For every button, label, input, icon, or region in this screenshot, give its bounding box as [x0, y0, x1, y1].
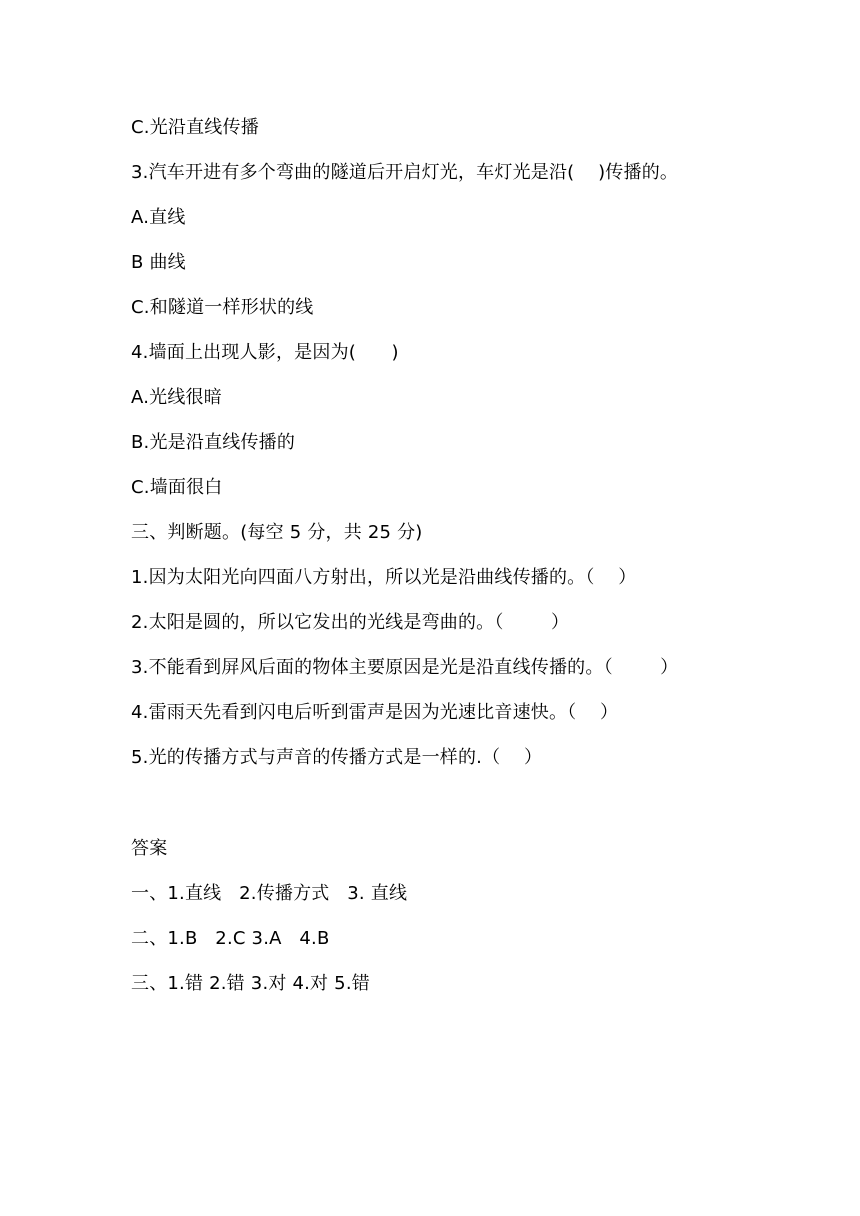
option-a-q3: A.直线: [131, 207, 186, 228]
option-c-q3: C.和隧道一样形状的线: [131, 297, 314, 318]
option-b-q3: B 曲线: [131, 252, 186, 273]
tf-item-3: 3.不能看到屏风后面的物体主要原因是光是沿直线传播的。（ ）: [131, 657, 679, 678]
answers-section-3: 三、1.错 2.错 3.对 4.对 5.错: [131, 973, 370, 994]
question-3: 3.汽车开进有多个弯曲的隧道后开启灯光，车灯光是沿( )传播的。: [131, 162, 679, 183]
option-c-q2: C.光沿直线传播: [131, 117, 259, 138]
answers-section-1: 一、1.直线 2.传播方式 3. 直线: [131, 883, 408, 904]
option-a-q4: A.光线很暗: [131, 387, 222, 408]
option-b-q4: B.光是沿直线传播的: [131, 432, 296, 453]
answers-section-2: 二、1.B 2.C 3.A 4.B: [131, 928, 330, 949]
question-4: 4.墙面上出现人影，是因为( ): [131, 342, 399, 363]
tf-item-4: 4.雷雨天先看到闪电后听到雷声是因为光速比音速快。（ ）: [131, 702, 619, 723]
option-c-q4: C.墙面很白: [131, 477, 223, 498]
section-heading-true-false: 三、判断题。(每空 5 分，共 25 分): [131, 522, 423, 543]
answers-title: 答案: [131, 838, 168, 859]
tf-item-2: 2.太阳是圆的，所以它发出的光线是弯曲的。（ ）: [131, 612, 570, 633]
tf-item-1: 1.因为太阳光向四面八方射出，所以光是沿曲线传播的。（ ）: [131, 567, 637, 588]
tf-item-5: 5.光的传播方式与声音的传播方式是一样的.（ ）: [131, 747, 543, 768]
